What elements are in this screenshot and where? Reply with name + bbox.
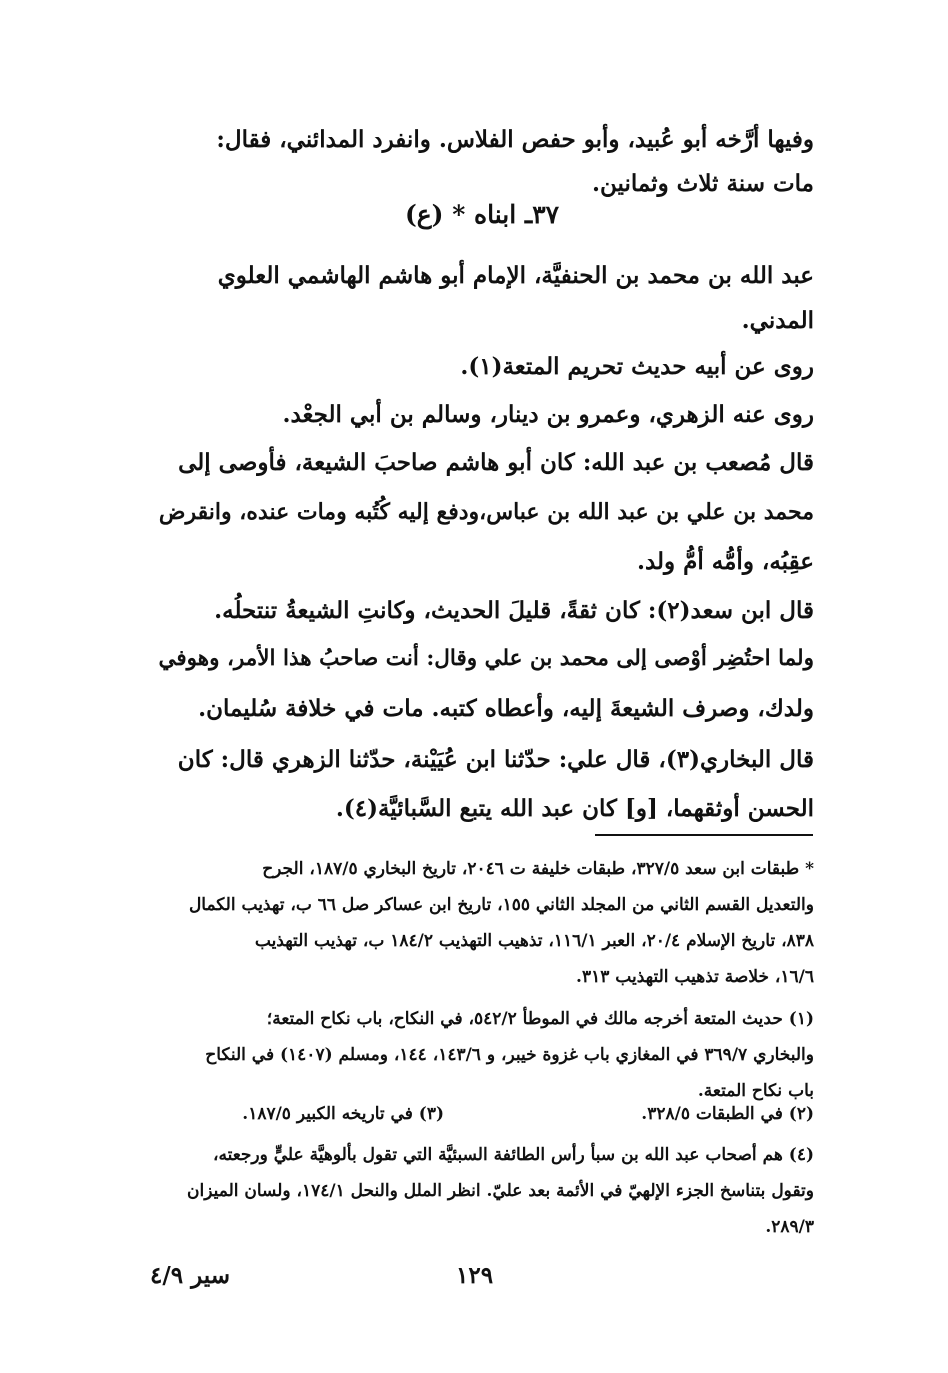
intro-line-2: مات سنة ثلاث وثمانين. bbox=[592, 170, 814, 197]
body-line: قال البخاري(٣)، قال علي: حدّثنا ابن عُيَيْنة، حدّثنا الزهري قال: كان bbox=[177, 746, 814, 773]
body-line: عقِبُه، وأمُّه أمُّ ولد. bbox=[636, 548, 814, 575]
footnote-separator bbox=[595, 834, 813, 836]
footnotes-bottom bbox=[150, 1137, 814, 1245]
body-line: ولما احتُضِر أوْصى إلى محمد بن علي وقال: أنت صاحبُ هذا الأمر، وهوفي bbox=[158, 646, 814, 671]
footnote-line: وتقول بتناسخ الجزء الإلهيّ في الأئمة بعد عليّ. انظر الملل والنحل ١٧٤/١، ولسان الميزان bbox=[187, 1181, 814, 1201]
intro-line-1: وفيها أرَّخه أبو عُبيد، وأبو حفص الفلاس. وانفرد المدائني، فقال: bbox=[216, 126, 814, 153]
page-number: ١٢٩ bbox=[456, 1262, 494, 1289]
footnote-line: باب نكاح المتعة. bbox=[697, 1081, 814, 1101]
footnote-line: ٨٣٨، تاريخ الإسلام ٢٠/٤، العبر ١١٦/١، تذهيب التهذيب ١٨٤/٢ ب، تهذيب التهذيب bbox=[254, 931, 814, 951]
footnote-3: (٣) في تاريخه الكبير ١٨٧/٥. bbox=[242, 1104, 444, 1124]
body-line: روى عنه الزهري، وعمرو بن دينار، وسالم بن أبي الجعْد. bbox=[282, 401, 814, 428]
body-line: الحسن أوثقهما، [و] كان عبد الله يتبع السَّبائيَّة(٤). bbox=[335, 795, 814, 822]
footnote-line: ٢٨٩/٣. bbox=[765, 1217, 814, 1237]
body-line: عبد الله بن محمد بن الحنفيَّة، الإمام أبو هاشم الهاشمي العلوي bbox=[217, 262, 814, 289]
body-line: المدني. bbox=[741, 307, 814, 334]
body-line: روى عن أبيه حديث تحريم المتعة(١). bbox=[460, 353, 814, 380]
body-line: قال ابن سعد(٢): كان ثقةً، قليلَ الحديث، وكانتِ الشيعةُ تنتحلُه. bbox=[214, 597, 814, 624]
footnote-2: (٢) في الطبقات ٣٢٨/٥. bbox=[641, 1104, 814, 1124]
footnote-line: * طبقات ابن سعد ٣٢٧/٥، طبقات خليفة ت ٢٠٤٦، تاريخ البخاري ١٨٧/٥، الجرح bbox=[262, 859, 814, 879]
footnote-line: (٤) هم أصحاب عبد الله بن سبأ رأس الطائفة السبئيَّة التي تقول بألوهيَّة عليٍّ ورجعته، bbox=[212, 1145, 814, 1165]
footnote-line: (١) حديث المتعة أخرجه مالك في الموطأ ٥٤٢/٢، في النكاح، باب نكاح المتعة؛ bbox=[266, 1009, 814, 1029]
body-line: ولدك، وصرف الشيعةَ إليه، وأعطاه كتبه. مات في خلافة سُليمان. bbox=[198, 695, 814, 722]
footnote-line: ١٦/٦، خلاصة تذهيب التهذيب ٣١٣. bbox=[576, 967, 814, 987]
footnote-line: والبخاري ٣٦٩/٧ في المغازي باب غزوة خيبر، و ١٤٣/٦، ١٤٤، ومسلم (١٤٠٧) في النكاح bbox=[205, 1045, 814, 1065]
body-line: محمد بن علي بن عبد الله بن عباس،ودفع إليه كُتُبه ومات عنده، وانقرض bbox=[158, 499, 814, 525]
entry-heading: ٣٧ـ ابناه * (ع) bbox=[404, 200, 560, 229]
body-line: قال مُصعب بن عبد الله: كان أبو هاشم صاحبَ الشيعة، فأوصى إلى bbox=[178, 449, 814, 476]
entry-body bbox=[150, 252, 814, 833]
signature-mark: سير ٤/٩ bbox=[150, 1262, 231, 1289]
footnote-line: والتعديل القسم الثاني من المجلد الثاني ١٥٥، تاريخ ابن عساكر صل ٦٦ ب، تهذيب الكمال bbox=[188, 895, 814, 915]
intro-paragraph bbox=[150, 118, 814, 206]
footnotes-top bbox=[150, 851, 814, 1109]
